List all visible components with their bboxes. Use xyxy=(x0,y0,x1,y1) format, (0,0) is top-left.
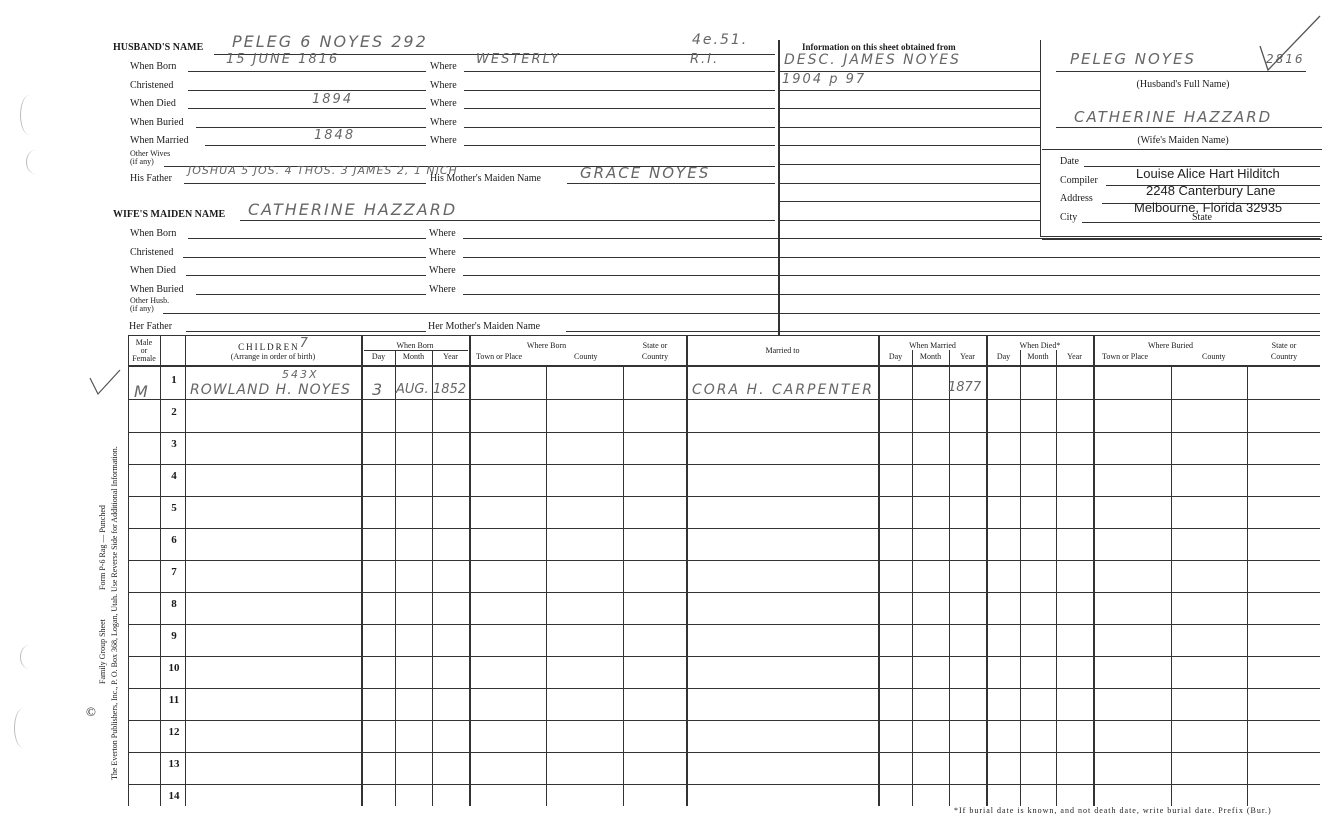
punch-hole xyxy=(20,645,39,669)
row-number: 10 xyxy=(168,662,180,674)
row-number: 3 xyxy=(171,438,177,450)
header-born-state-1: State or xyxy=(642,341,668,350)
header-sex-1: Male xyxy=(135,338,153,347)
husband-mother-value: GRACE NOYES xyxy=(580,164,711,182)
husband-ref-note: 4e.51. xyxy=(692,32,749,48)
compiler-name: Louise Alice Hart Hilditch xyxy=(1136,166,1280,181)
wife-mother-label: Her Mother's Maiden Name xyxy=(428,321,541,332)
row-number: 9 xyxy=(171,630,177,642)
info-source-line1: DESC. JAMES NOYES xyxy=(784,52,961,68)
header-when-married: When Married xyxy=(909,341,956,350)
header-born-town: Town or Place xyxy=(476,352,523,361)
row-number: 7 xyxy=(171,566,177,578)
wife-name-value: CATHERINE HAZZARD xyxy=(248,200,458,219)
other-wives-label: Other Wives xyxy=(130,149,171,158)
summary-husband-name: PELEG NOYES xyxy=(1070,50,1196,68)
punch-hole xyxy=(20,95,39,135)
header-born-year: Year xyxy=(443,352,458,361)
row-number: 13 xyxy=(168,758,180,770)
state-label: State xyxy=(1192,212,1212,223)
husband-name-value: PELEG 6 NOYES 292 xyxy=(232,32,428,51)
header-married-day: Day xyxy=(888,352,903,361)
summary-wife-name: CATHERINE HAZZARD xyxy=(1074,108,1273,126)
husband-caption: (Husband's Full Name) xyxy=(1136,79,1230,90)
address-label: Address xyxy=(1060,193,1093,204)
child-name-ref: 543X xyxy=(282,368,319,381)
husband-married-date: 1848 xyxy=(314,128,356,143)
compiler-label: Compiler xyxy=(1060,175,1098,186)
child-married-year: 1877 xyxy=(948,380,982,395)
other-husb-label: Other Husb. xyxy=(130,296,170,305)
children-count: 7 xyxy=(299,336,308,351)
wife-where-label: Where xyxy=(429,228,456,239)
husband-born-date: 15 JUNE 1816 xyxy=(226,52,340,67)
row-number: 11 xyxy=(168,694,180,706)
header-sex-3: Female xyxy=(132,354,156,363)
header-born-day: Day xyxy=(371,352,386,361)
header-buried-county: County xyxy=(1202,352,1226,361)
header-buried-state-2: Country xyxy=(1270,352,1298,361)
check-mark-icon xyxy=(88,368,122,398)
husband-where-label: Where xyxy=(430,117,457,128)
check-mark-icon xyxy=(1258,14,1322,74)
row-number: 5 xyxy=(171,502,177,514)
header-married-to: Married to xyxy=(765,346,800,355)
header-sex-2: or xyxy=(140,346,148,355)
burial-footnote: *If burial date is known, and not death date, write burial date. Prefix (Bur.) xyxy=(954,806,1272,815)
husband-name-label: HUSBAND'S NAME xyxy=(113,42,204,53)
punch-hole xyxy=(26,150,45,174)
header-died-month: Month xyxy=(1027,352,1049,361)
header-born-state-2: Country xyxy=(641,352,669,361)
header-died-year: Year xyxy=(1067,352,1082,361)
wife-father-label: Her Father xyxy=(129,321,173,332)
header-married-month: Month xyxy=(919,352,942,361)
header-when-born: When Born xyxy=(396,341,434,350)
child-born-year: 1852 xyxy=(433,382,467,397)
husband-married-label: When Married xyxy=(130,135,189,146)
date-label: Date xyxy=(1060,156,1079,167)
child-sex: M xyxy=(134,382,150,401)
husband-mother-label: His Mother's Maiden Name xyxy=(430,173,541,184)
header-when-died: When Died* xyxy=(1019,341,1061,350)
husband-where-label: Where xyxy=(430,61,457,72)
sidebar-form-number: Form P-6 Rag — Punched xyxy=(98,505,107,590)
header-buried-town: Town or Place xyxy=(1102,352,1149,361)
husband-where-label: Where xyxy=(430,135,457,146)
copyright-icon: © xyxy=(86,704,96,719)
row-number: 4 xyxy=(171,470,177,482)
husband-died-label: When Died xyxy=(130,98,176,109)
info-source-line2: 1904 p 97 xyxy=(782,72,867,87)
row-number: 1 xyxy=(171,374,177,386)
header-children-note: (Arrange in order of birth) xyxy=(230,352,316,361)
header-buried-state-1: State or xyxy=(1271,341,1297,350)
husband-born-state: R.I. xyxy=(690,52,720,67)
info-source-label: Information on this sheet obtained from xyxy=(802,42,956,52)
header-died-day: Day xyxy=(996,352,1011,361)
header-born-county: County xyxy=(574,352,598,361)
row-number: 2 xyxy=(171,406,177,418)
compiler-address: 2248 Canterbury Lane xyxy=(1146,183,1276,198)
row-number: 12 xyxy=(168,726,180,738)
summary-husband-ref: 2816 xyxy=(1266,52,1305,66)
wife-where-label: Where xyxy=(429,247,456,258)
header-children-title: CHILDREN xyxy=(238,342,300,352)
row-number: 8 xyxy=(171,598,177,610)
husband-where-label: Where xyxy=(430,98,457,109)
header-married-year: Year xyxy=(960,352,975,361)
wife-buried-label: When Buried xyxy=(130,284,184,295)
sidebar-publisher: The Everton Publishers, Inc., P. O. Box 368, Logan, Utah. Use Reverse Side for Additional Information. xyxy=(110,446,119,780)
child-spouse: CORA H. CARPENTER xyxy=(692,382,874,398)
header-where-buried: Where Buried xyxy=(1147,341,1194,350)
city-label: City xyxy=(1060,212,1078,223)
wife-christened-label: Christened xyxy=(130,247,174,258)
wife-where-label: Where xyxy=(429,284,456,295)
husband-father-label: His Father xyxy=(130,173,172,184)
other-husb-label-2: (if any) xyxy=(130,304,154,313)
husband-born-place: WESTERLY xyxy=(476,52,561,67)
row-number: 14 xyxy=(168,790,180,802)
husband-buried-label: When Buried xyxy=(130,117,184,128)
husband-christened-label: Christened xyxy=(130,80,174,91)
header-born-month: Month xyxy=(402,352,425,361)
sidebar-sheet-title: Family Group Sheet xyxy=(98,619,107,684)
husband-father-value: JOSHUA 5 JOS. 4 THOS. 3 JAMES 2, 1 NICH xyxy=(188,164,458,177)
husband-died-date: 1894 xyxy=(312,92,354,107)
punch-hole xyxy=(14,708,33,748)
husband-born-label: When Born xyxy=(130,61,177,72)
child-name: ROWLAND H. NOYES xyxy=(190,382,351,398)
wife-caption: (Wife's Maiden Name) xyxy=(1137,135,1229,146)
row-number: 6 xyxy=(171,534,177,546)
wife-born-label: When Born xyxy=(130,228,177,239)
other-wives-label-2: (if any) xyxy=(130,157,154,166)
child-born-day: 3 xyxy=(372,380,385,399)
wife-name-label: WIFE'S MAIDEN NAME xyxy=(113,209,226,220)
header-where-born: Where Born xyxy=(526,341,567,350)
wife-died-label: When Died xyxy=(130,265,176,276)
husband-where-label: Where xyxy=(430,80,457,91)
compiler-city: Melbourne, Florida 32935 xyxy=(1134,200,1283,215)
child-born-month: AUG. xyxy=(396,382,429,397)
wife-where-label: Where xyxy=(429,265,456,276)
